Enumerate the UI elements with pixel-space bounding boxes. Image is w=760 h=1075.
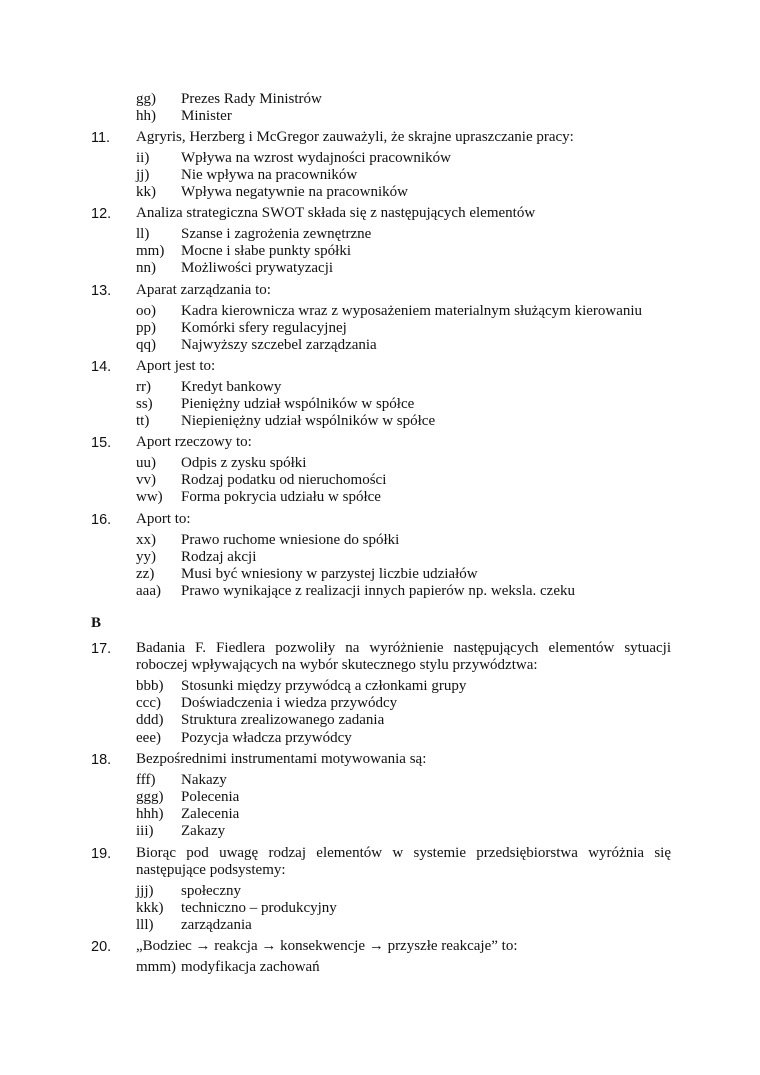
question-text: Agryris, Herzberg i McGregor zauważyli, że skrajne upraszczanie pracy: [136,129,574,145]
option-label: eee) [136,730,161,746]
question-number: 18. [91,752,112,768]
option-text: Pozycja władcza przywódcy [181,730,352,746]
option-text: Prezes Rady Ministrów [181,91,322,107]
question-text: Aport to: [136,511,191,527]
option-label: uu) [136,455,156,471]
option-text: Komórki sfery regulacyjnej [181,320,347,336]
option-text: Wpływa negatywnie na pracowników [181,184,409,200]
question-text: Biorąc pod uwagę rodzaj elementów w systemie przedsiębiorstwa wyróżnia się następujące podsystemy: [136,845,671,878]
section-b-title: B [91,615,102,631]
option-text: społeczny [181,883,241,899]
option-label: zz) [136,566,155,582]
question-17 [0,640,760,674]
option-label: mm) [136,243,165,259]
option-text: Zalecenia [181,806,240,822]
option-text: Nakazy [181,772,227,788]
option-label: lll) [136,917,154,933]
option-text: Minister [181,108,232,124]
question-number: 19. [91,846,112,862]
option-label: pp) [136,320,156,336]
option-label: kk) [136,184,156,200]
option-text: Forma pokrycia udziału w spółce [181,489,381,505]
question-number: 12. [91,206,112,222]
option-text: Struktura zrealizowanego zadania [181,712,385,728]
option-label: tt) [136,413,150,429]
question-text: Bezpośrednimi instrumentami motywowania są: [136,751,427,767]
question-number: 13. [91,283,112,299]
option-text: modyfikacja zachowań [181,959,320,975]
option-text: Wpływa na wzrost wydajności pracowników [181,150,451,166]
option-text: Prawo ruchome wniesione do spółki [181,532,400,548]
option-text: Kadra kierownicza wraz z wyposażeniem materialnym służącym kierowaniu [181,303,643,319]
question-number: 16. [91,512,112,528]
question-text: Aport rzeczowy to: [136,434,252,450]
option-label: jjj) [136,883,154,899]
question-text: Aparat zarządzania to: [136,282,271,298]
option-text: Kredyt bankowy [181,379,282,395]
option-text: Odpis z zysku spółki [181,455,307,471]
question-number: 20. [91,939,112,955]
question-text: Analiza strategiczna SWOT składa się z następujących elementów [136,205,536,221]
option-text: Stosunki między przywódcą a członkami grupy [181,678,467,694]
option-text: Szanse i zagrożenia zewnętrzne [181,226,372,242]
option-text: Rodzaj podatku od nieruchomości [181,472,387,488]
option-label: jj) [136,167,150,183]
option-label: mmm) [136,959,176,975]
question-number: 17. [91,641,112,657]
option-label: yy) [136,549,156,565]
option-label: hhh) [136,806,164,822]
question-text: „Bodziec → reakcja → konsekwencje → przyszłe reakcaje” to: [136,938,518,954]
option-label: fff) [136,772,156,788]
option-label: ggg) [136,789,164,805]
option-label: xx) [136,532,156,548]
option-text: Rodzaj akcji [181,549,257,565]
option-label: rr) [136,379,151,395]
option-text: Pieniężny udział wspólników w spółce [181,396,415,412]
option-text: Niepieniężny udział wspólników w spółce [181,413,436,429]
option-text: Nie wpływa na pracowników [181,167,358,183]
option-label: ll) [136,226,150,242]
question-number: 11. [91,130,111,146]
option-label: ss) [136,396,153,412]
option-text: Doświadczenia i wiedza przywódcy [181,695,398,711]
option-text: Polecenia [181,789,240,805]
option-text: Musi być wniesiony w parzystej liczbie udziałów [181,566,478,582]
option-label: ww) [136,489,163,505]
question-number: 14. [91,359,112,375]
option-label: gg) [136,91,156,107]
option-label: ddd) [136,712,164,728]
question-19 [0,845,760,879]
question-number: 15. [91,435,112,451]
option-label: qq) [136,337,156,353]
option-text: Prawo wynikające z realizacji innych papierów np. weksla. czeku [181,583,575,599]
option-label: iii) [136,823,154,839]
option-text: Zakazy [181,823,226,839]
option-text: Możliwości prywatyzacji [181,260,334,276]
option-text: Najwyższy szczebel zarządzania [181,337,377,353]
option-label: hh) [136,108,156,124]
option-label: vv) [136,472,156,488]
option-label: oo) [136,303,156,319]
option-label: ccc) [136,695,161,711]
option-text: zarządzania [181,917,252,933]
option-text: Mocne i słabe punkty spółki [181,243,351,259]
question-text: Aport jest to: [136,358,216,374]
option-label: nn) [136,260,156,276]
option-text: techniczno – produkcyjny [181,900,337,916]
option-label: bbb) [136,678,164,694]
option-label: aaa) [136,583,161,599]
option-label: ii) [136,150,150,166]
question-text: Badania F. Fiedlera pozwoliły na wyróżnienie następujących elementów sytuacji roboczej wpływających na wybór skutecznego stylu przywództwa: [136,640,671,673]
option-label: kkk) [136,900,164,916]
